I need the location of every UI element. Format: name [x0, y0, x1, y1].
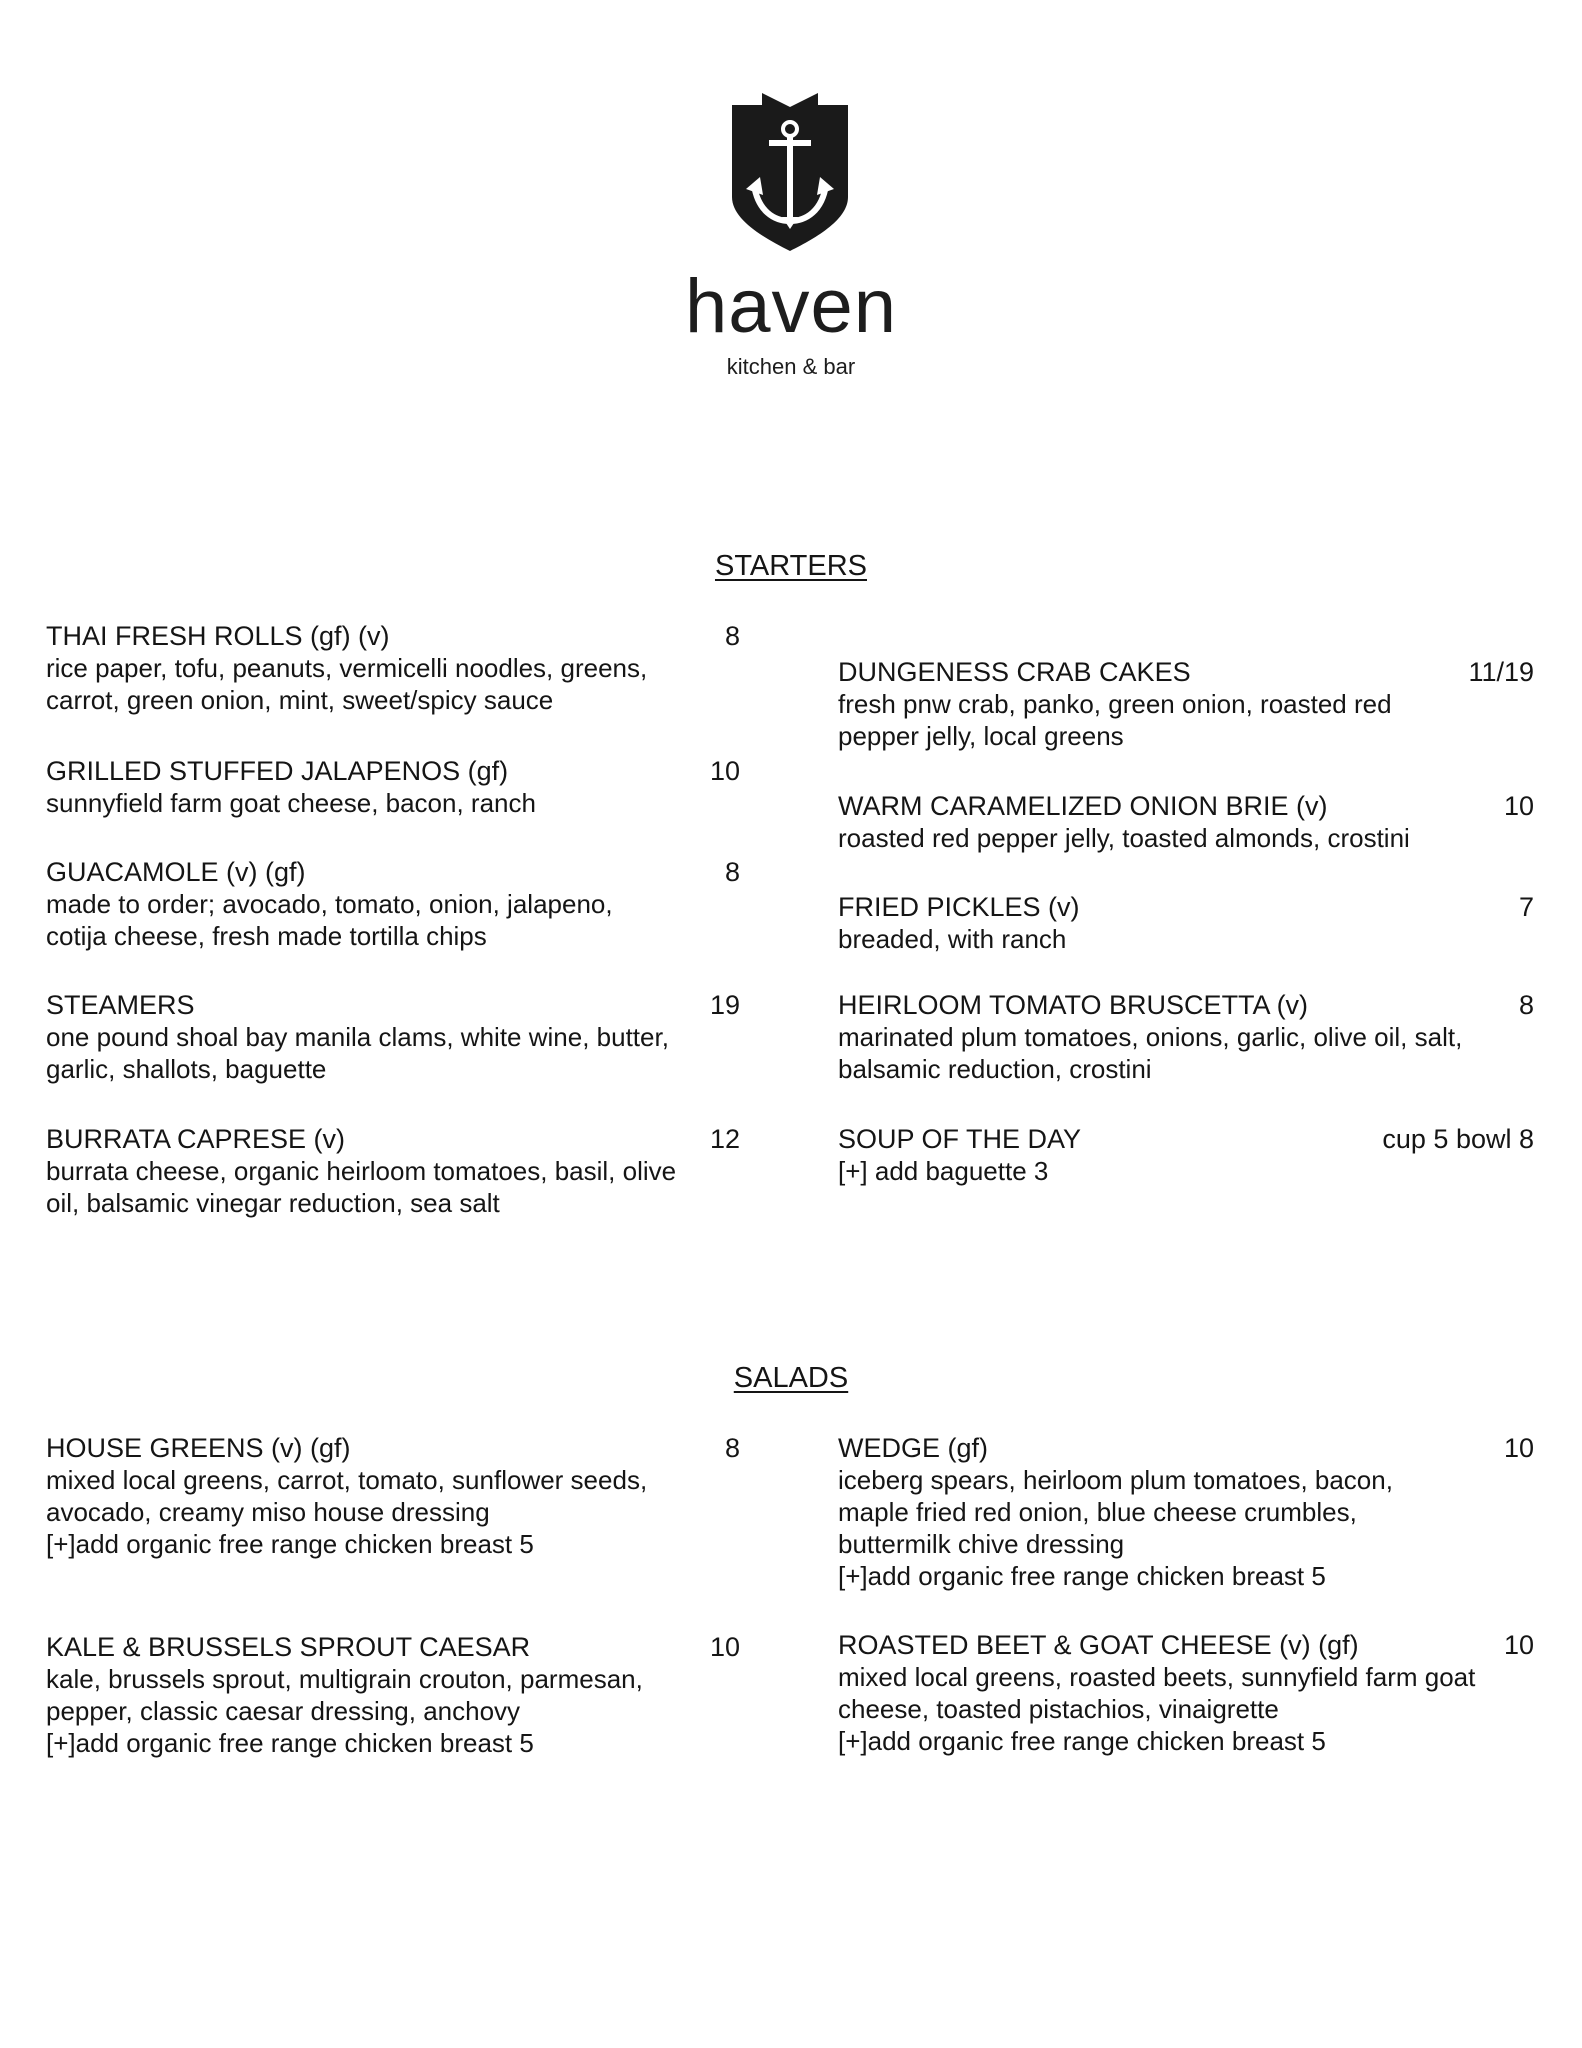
item-description: fresh pnw crab, panko, green onion, roasted red: [838, 689, 1392, 719]
salads-heading: SALADS: [733, 1362, 849, 1394]
menu-item: [46, 1432, 740, 1560]
item-price: 10: [709, 1632, 740, 1662]
menu-item: [838, 656, 1534, 752]
item-description: roasted red pepper jelly, toasted almonds, crostini: [838, 823, 1410, 853]
item-name: BURRATA CAPRESE (v): [46, 1124, 346, 1154]
item-description: [+]add organic free range chicken breast 5: [838, 1561, 1326, 1591]
item-description: buttermilk chive dressing: [838, 1529, 1125, 1559]
item-description: made to order; avocado, tomato, onion, jalapeno,: [46, 889, 613, 919]
item-description: marinated plum tomatoes, onions, garlic, olive oil, salt,: [838, 1022, 1463, 1052]
item-price: 12: [709, 1124, 740, 1154]
item-price: 10: [1503, 1630, 1534, 1660]
item-name: WEDGE (gf): [838, 1433, 989, 1463]
menu-item: [46, 1123, 740, 1219]
item-price: 10: [709, 756, 740, 786]
item-name: GUACAMOLE (v) (gf): [46, 857, 306, 887]
item-price: 10: [1503, 791, 1534, 821]
menu-item: [838, 989, 1534, 1085]
menu-item: [838, 790, 1534, 854]
item-description: mixed local greens, roasted beets, sunnyfield farm goat: [838, 1662, 1476, 1692]
menu-item: [46, 856, 740, 952]
item-description: [+] add baguette 3: [838, 1156, 1049, 1186]
starters-heading: STARTERS: [714, 550, 867, 582]
item-price: 10: [1503, 1433, 1534, 1463]
item-description: maple fried red onion, blue cheese crumbles,: [838, 1497, 1357, 1527]
item-name: HEIRLOOM TOMATO BRUSCETTA (v): [838, 990, 1309, 1020]
item-name: HOUSE GREENS (v) (gf): [46, 1433, 351, 1463]
menu-item: [46, 620, 740, 716]
item-name: STEAMERS: [46, 990, 195, 1020]
item-description: [+]add organic free range chicken breast 5: [46, 1728, 534, 1758]
item-name: FRIED PICKLES (v): [838, 892, 1080, 922]
item-name: GRILLED STUFFED JALAPENOS (gf): [46, 756, 509, 786]
item-description: balsamic reduction, crostini: [838, 1054, 1152, 1084]
item-description: burrata cheese, organic heirloom tomatoes, basil, olive: [46, 1156, 677, 1186]
item-price: 19: [709, 990, 740, 1020]
item-price: 8: [724, 621, 740, 651]
item-price: 11/19: [1468, 657, 1534, 687]
item-description: [+]add organic free range chicken breast 5: [838, 1726, 1326, 1756]
item-price: cup 5 bowl 8: [1382, 1124, 1534, 1154]
brand-tagline: kitchen & bar: [726, 354, 856, 379]
menu-item: [46, 1631, 740, 1759]
item-name: WARM CARAMELIZED ONION BRIE (v): [838, 791, 1328, 821]
anchor-shield-icon: [732, 93, 848, 251]
item-description: oil, balsamic vinegar reduction, sea salt: [46, 1188, 500, 1218]
item-description: cotija cheese, fresh made tortilla chips: [46, 921, 487, 951]
item-price: 7: [1518, 892, 1534, 922]
menu-item: [46, 989, 740, 1085]
menu-item: [46, 755, 740, 819]
item-description: carrot, green onion, mint, sweet/spicy sauce: [46, 685, 554, 715]
item-description: mixed local greens, carrot, tomato, sunflower seeds,: [46, 1465, 648, 1495]
item-name: DUNGENESS CRAB CAKES: [838, 657, 1191, 687]
item-name: THAI FRESH ROLLS (gf) (v): [46, 621, 390, 651]
item-description: pepper jelly, local greens: [838, 721, 1124, 751]
item-description: cheese, toasted pistachios, vinaigrette: [838, 1694, 1279, 1724]
item-name: SOUP OF THE DAY: [838, 1124, 1082, 1154]
item-description: garlic, shallots, baguette: [46, 1054, 327, 1084]
menu-item: [838, 1629, 1534, 1757]
menu-item: [838, 1432, 1534, 1592]
item-price: 8: [1518, 990, 1534, 1020]
item-description: one pound shoal bay manila clams, white wine, butter,: [46, 1022, 669, 1052]
item-description: iceberg spears, heirloom plum tomatoes, bacon,: [838, 1465, 1393, 1495]
item-description: pepper, classic caesar dressing, anchovy: [46, 1696, 521, 1726]
item-description: avocado, creamy miso house dressing: [46, 1497, 490, 1527]
item-name: ROASTED BEET & GOAT CHEESE (v) (gf): [838, 1630, 1359, 1660]
item-price: 8: [724, 857, 740, 887]
item-description: rice paper, tofu, peanuts, vermicelli noodles, greens,: [46, 653, 648, 683]
menu-item: [838, 1123, 1534, 1187]
item-name: KALE & BRUSSELS SPROUT CAESAR: [46, 1632, 531, 1662]
brand-name: haven: [684, 264, 898, 349]
item-price: 8: [724, 1433, 740, 1463]
item-description: sunnyfield farm goat cheese, bacon, ranch: [46, 788, 536, 818]
item-description: [+]add organic free range chicken breast 5: [46, 1529, 534, 1559]
menu-item: [838, 891, 1534, 955]
item-description: breaded, with ranch: [838, 924, 1067, 954]
item-description: kale, brussels sprout, multigrain crouton, parmesan,: [46, 1664, 643, 1694]
